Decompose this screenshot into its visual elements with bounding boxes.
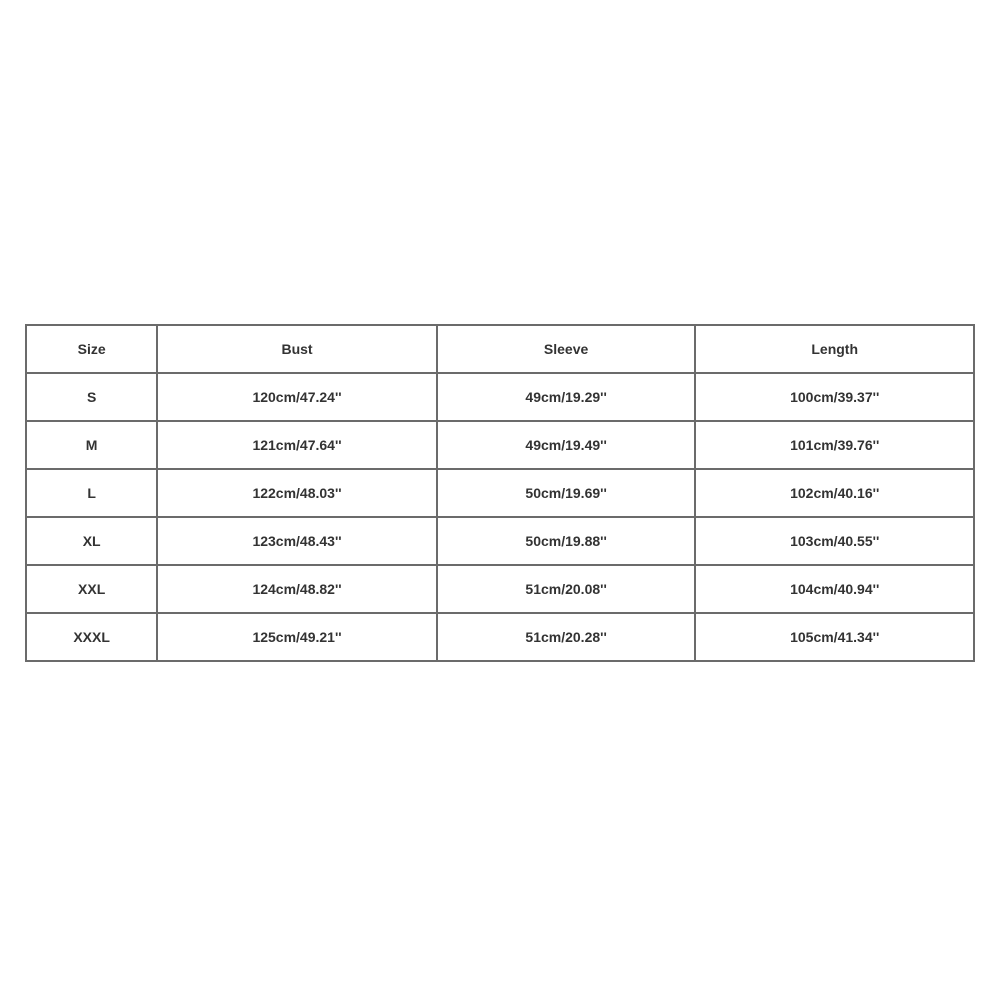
table-row <box>26 421 974 469</box>
cell-bust: 123cm/48.43'' <box>157 517 437 565</box>
cell-size: XXL <box>26 565 157 613</box>
cell-bust: 124cm/48.82'' <box>157 565 437 613</box>
cell-size: M <box>26 421 157 469</box>
cell-length: 103cm/40.55'' <box>695 517 974 565</box>
cell-size: XL <box>26 517 157 565</box>
cell-sleeve: 49cm/19.49'' <box>437 421 696 469</box>
header-length: Length <box>695 325 974 373</box>
cell-sleeve: 50cm/19.69'' <box>437 469 696 517</box>
size-chart-table <box>25 324 975 662</box>
table-row <box>26 373 974 421</box>
cell-bust: 125cm/49.21'' <box>157 613 437 661</box>
cell-size: S <box>26 373 157 421</box>
cell-length: 100cm/39.37'' <box>695 373 974 421</box>
cell-bust: 122cm/48.03'' <box>157 469 437 517</box>
table-header-row <box>26 325 974 373</box>
table-row <box>26 565 974 613</box>
cell-sleeve: 49cm/19.29'' <box>437 373 696 421</box>
cell-length: 101cm/39.76'' <box>695 421 974 469</box>
table-row <box>26 469 974 517</box>
cell-length: 105cm/41.34'' <box>695 613 974 661</box>
cell-length: 104cm/40.94'' <box>695 565 974 613</box>
cell-bust: 121cm/47.64'' <box>157 421 437 469</box>
header-sleeve: Sleeve <box>437 325 696 373</box>
table-row <box>26 613 974 661</box>
cell-size: XXXL <box>26 613 157 661</box>
cell-sleeve: 51cm/20.28'' <box>437 613 696 661</box>
cell-length: 102cm/40.16'' <box>695 469 974 517</box>
cell-size: L <box>26 469 157 517</box>
cell-sleeve: 51cm/20.08'' <box>437 565 696 613</box>
cell-sleeve: 50cm/19.88'' <box>437 517 696 565</box>
header-bust: Bust <box>157 325 437 373</box>
cell-bust: 120cm/47.24'' <box>157 373 437 421</box>
table-row <box>26 517 974 565</box>
header-size: Size <box>26 325 157 373</box>
